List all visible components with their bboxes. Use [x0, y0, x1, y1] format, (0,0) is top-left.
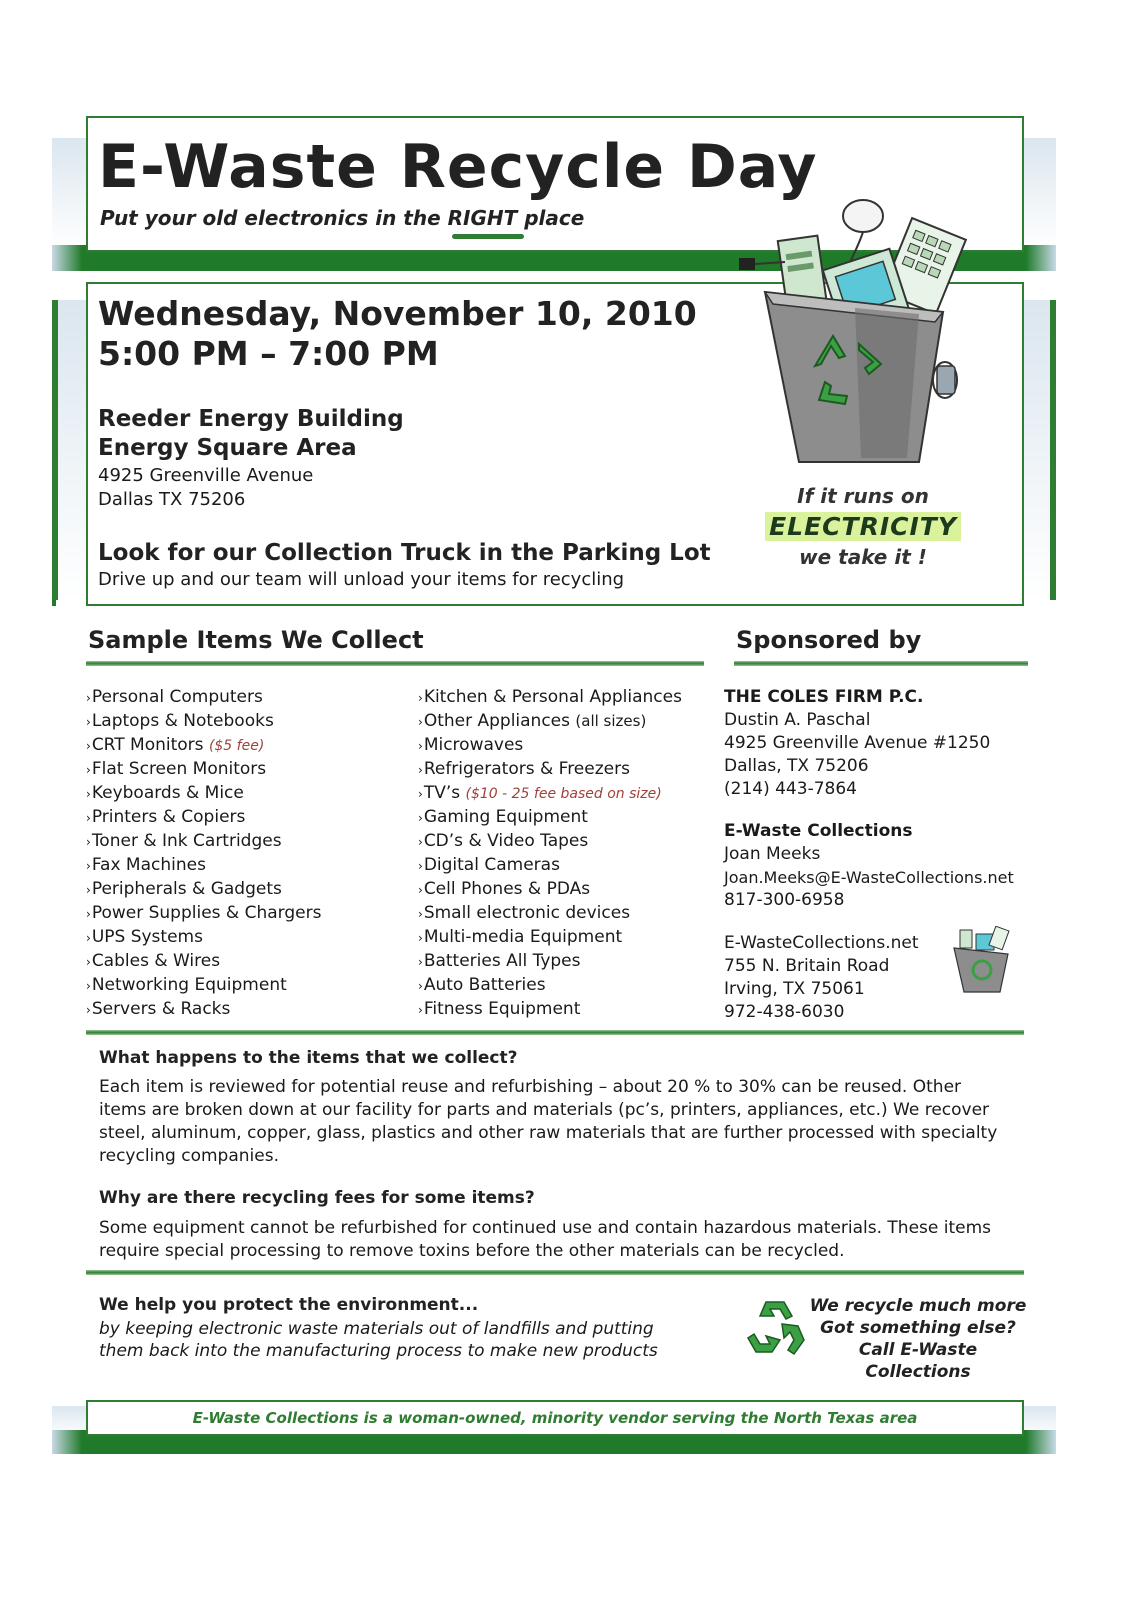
item-label: CD’s & Video Tapes: [423, 831, 589, 851]
item-label: Laptops & Notebooks: [91, 711, 274, 731]
item-label: Keyboards & Mice: [91, 783, 244, 803]
small-recycle-bin-icon: [948, 926, 1014, 996]
slogan-electricity: ELECTRICITY: [765, 512, 961, 541]
list-item: [86, 878, 406, 902]
item-fee: ($10 - 25 fee based on size): [465, 786, 662, 802]
event-area: Energy Square Area: [98, 435, 357, 461]
list-item: [418, 686, 718, 710]
list-item: [418, 878, 718, 902]
sponsor-firm-city: Dallas, TX 75206: [724, 756, 869, 776]
sponsor-site-phone: 972-438-6030: [724, 1002, 845, 1022]
event-time: 5:00 PM – 7:00 PM: [98, 334, 439, 373]
recycle-more-line1: We recycle much more: [809, 1296, 1027, 1316]
list-item: [418, 734, 718, 758]
list-item: [86, 950, 406, 974]
sponsor-coles-firm: [724, 686, 1044, 801]
header-band-left-fade: [52, 138, 86, 248]
list-item: [86, 830, 406, 854]
sponsor-site-url[interactable]: E-WasteCollections.net: [724, 933, 919, 953]
sponsor-site-street: 755 N. Britain Road: [724, 956, 890, 976]
list-item: [86, 926, 406, 950]
sponsor-ewaste-name: E-Waste Collections: [724, 821, 913, 841]
item-label: Kitchen & Personal Appliances: [423, 687, 682, 707]
faq-answer-2: Some equipment cannot be refurbished for continued use and contain hazardous materials. These items require special processing to remove toxins before the other materials can be recycled.: [99, 1218, 992, 1261]
list-item: [418, 806, 718, 830]
environment-line2: them back into the manufacturing process to make new products: [99, 1341, 658, 1361]
item-label: Servers & Racks: [91, 999, 231, 1019]
sponsors-heading-rule: [734, 661, 1028, 666]
recycle-more-block: [808, 1295, 1028, 1383]
sponsor-firm-phone: (214) 443-7864: [724, 779, 857, 799]
recycle-bin-illustration: [735, 196, 975, 476]
footer-box: [86, 1400, 1024, 1436]
item-label: CRT Monitors: [91, 735, 204, 755]
event-street: 4925 Greenville Avenue: [98, 465, 314, 486]
environment-heading: We help you protect the environment...: [99, 1295, 479, 1315]
item-label: Other Appliances: [423, 711, 570, 731]
truck-heading: Look for our Collection Truck in the Parking Lot: [98, 540, 711, 566]
list-item: [418, 998, 718, 1022]
sponsor-ewaste-email[interactable]: Joan.Meeks@E-WasteCollections.net: [724, 868, 1014, 887]
item-label: Printers & Copiers: [91, 807, 246, 827]
item-label: Small electronic devices: [423, 903, 631, 923]
item-label: Gaming Equipment: [423, 807, 588, 827]
header-band-right-fade: [1022, 138, 1056, 248]
item-label: Auto Batteries: [423, 975, 546, 995]
page-title: E-Waste Recycle Day: [98, 132, 818, 202]
page-subtitle: Put your old electronics in the RIGHT place: [100, 206, 585, 230]
section-divider-2: [86, 1270, 1024, 1275]
sponsor-site: [724, 932, 984, 1024]
item-label: UPS Systems: [91, 927, 203, 947]
list-item: [86, 998, 406, 1022]
list-item: [418, 758, 718, 782]
item-label: Cell Phones & PDAs: [423, 879, 591, 899]
event-band-right-strip: [1050, 300, 1056, 600]
slogan-line1: If it runs on: [797, 484, 929, 508]
faq-question-1: What happens to the items that we collect?: [99, 1048, 518, 1068]
event-date: Wednesday, November 10, 2010: [98, 294, 697, 333]
item-label: Networking Equipment: [91, 975, 287, 995]
item-label: Toner & Ink Cartridges: [91, 831, 282, 851]
slogan: [738, 484, 988, 569]
right-underline-swoosh: [452, 234, 524, 239]
item-label: Multi-media Equipment: [423, 927, 623, 947]
list-item: [418, 902, 718, 926]
items-heading-rule: [86, 661, 704, 666]
sponsor-site-city: Irving, TX 75061: [724, 979, 865, 999]
list-item: [86, 974, 406, 998]
event-building: Reeder Energy Building: [98, 406, 404, 432]
item-label: Flat Screen Monitors: [91, 759, 267, 779]
list-item: [86, 758, 406, 782]
faq-answer-1: Each item is reviewed for potential reuse and refurbishing – about 20 % to 30% can be reused. Other items are broken down at our facility for parts and materials (pc’s, printers, appliances, etc.) We recover steel, aluminum, copper, glass, plastics and other raw materials that are further processed with specialty recycling companies.: [99, 1077, 998, 1166]
list-item: [86, 902, 406, 926]
item-fee: ($5 fee): [208, 738, 265, 754]
items-list-col1: [86, 686, 406, 1022]
recycle-more-line2: Got something else?: [820, 1318, 1016, 1338]
list-item: [418, 974, 718, 998]
faq-question-2: Why are there recycling fees for some items?: [99, 1188, 535, 1208]
item-label: Digital Cameras: [423, 855, 560, 875]
list-item: [86, 734, 406, 758]
items-list-col2: [418, 686, 718, 1022]
list-item: [418, 854, 718, 878]
item-label: Microwaves: [423, 735, 524, 755]
sponsor-firm-contact: Dustin A. Paschal: [724, 710, 871, 730]
item-label: Fitness Equipment: [423, 999, 581, 1019]
list-item: [86, 854, 406, 878]
list-item: [86, 686, 406, 710]
list-item: [418, 950, 718, 974]
sponsor-ewaste: [724, 820, 1054, 912]
list-item: [86, 782, 406, 806]
item-label: Power Supplies & Chargers: [91, 903, 322, 923]
list-item: [418, 782, 718, 806]
list-item: [418, 830, 718, 854]
item-label: Batteries All Types: [423, 951, 581, 971]
footer-text: E-Waste Collections is a woman-owned, minority vendor serving the North Texas area: [192, 1409, 918, 1427]
sponsor-firm-name: THE COLES FIRM P.C.: [724, 687, 924, 707]
environment-line1: by keeping electronic waste materials out of landfills and putting: [99, 1319, 654, 1339]
item-label: Fax Machines: [91, 855, 206, 875]
item-label: Refrigerators & Freezers: [423, 759, 630, 779]
truck-text: Drive up and our team will unload your items for recycling: [98, 569, 625, 590]
sponsor-ewaste-phone: 817-300-6958: [724, 890, 845, 910]
recycle-more-line3: Call E-Waste Collections: [858, 1340, 978, 1382]
section-divider-1: [86, 1030, 1024, 1035]
sponsors-heading: Sponsored by: [736, 626, 922, 654]
item-note: (all sizes): [575, 712, 647, 730]
list-item: [418, 926, 718, 950]
item-label: TV’s: [423, 783, 461, 803]
event-band-left-strip: [52, 300, 58, 600]
list-item: [418, 710, 718, 734]
list-item: [86, 806, 406, 830]
event-city: Dallas TX 75206: [98, 489, 246, 510]
item-label: Peripherals & Gadgets: [91, 879, 282, 899]
items-heading: Sample Items We Collect: [88, 626, 424, 654]
recycle-icon: [744, 1296, 808, 1358]
sponsor-ewaste-contact: Joan Meeks: [724, 844, 821, 864]
item-label: Cables & Wires: [91, 951, 221, 971]
item-label: Personal Computers: [91, 687, 263, 707]
list-item: [86, 710, 406, 734]
sponsor-firm-street: 4925 Greenville Avenue #1250: [724, 733, 991, 753]
slogan-line3: we take it !: [799, 545, 927, 569]
